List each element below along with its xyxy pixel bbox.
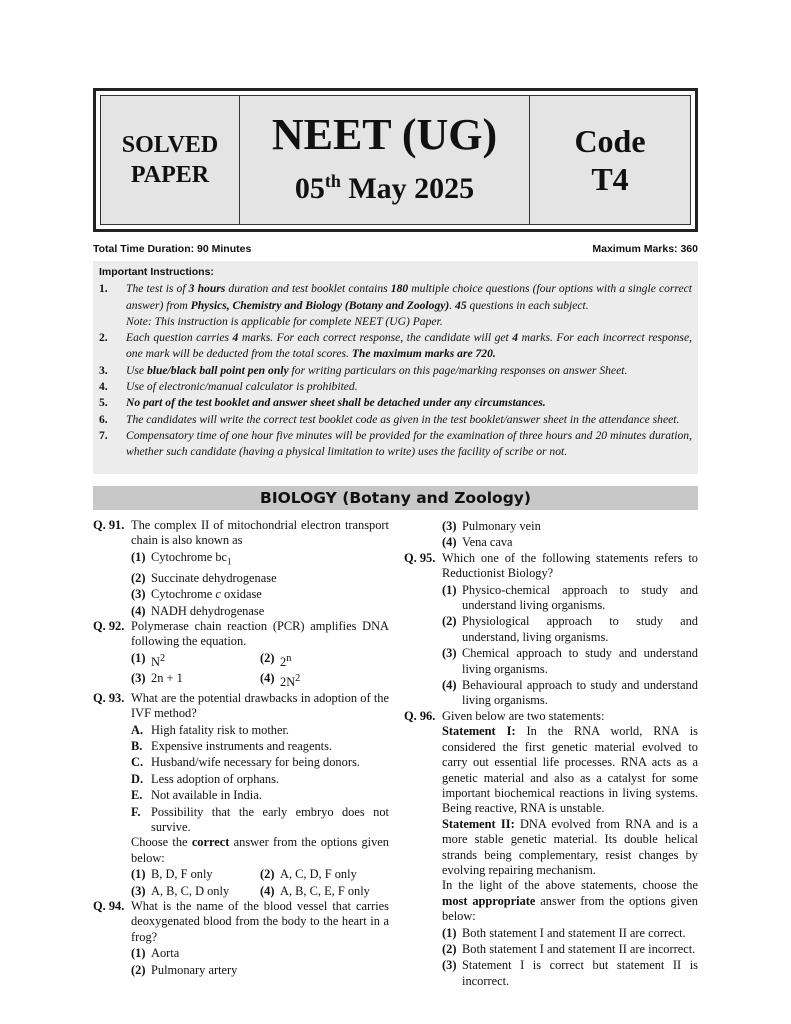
option: (1) Aorta <box>131 946 180 961</box>
option: (2) 2$^n$ <box>260 650 292 669</box>
option: (4) A, B, C, E, F only <box>260 883 370 898</box>
option: (2) A, C, D, F only <box>260 867 357 882</box>
option: (2) Both statement I and statement II are incorrect. <box>442 941 696 956</box>
instruction-item: 1. The test is of 3 hours duration and test booklet contains 180 multiple choice questions (four options with a single correct answer) from Physics, Chemistry and Biology (Botany and Zoology). 45 questions in each subject. <box>99 282 693 312</box>
section-title: BIOLOGY (Botany and Zoology) <box>93 486 698 510</box>
statement-item: E. Not available in India. <box>131 788 262 803</box>
options-grid <box>131 866 389 899</box>
question-92: Q. 92. Polymerase chain reaction (PCR) amplifies DNA following the equation. <box>93 618 389 649</box>
question-95: Q. 95. Which one of the following statements refers to Reductionist Biology? <box>404 550 698 581</box>
instruction-item: 4. Use of electronic/manual calculator is prohibited. <box>99 380 358 394</box>
instruction-item: 5. No part of the test booklet and answer sheet shall be detached under any circumstances. <box>99 396 546 410</box>
option: (3) Pulmonary vein <box>442 519 541 533</box>
code-block <box>530 96 690 224</box>
instruction-item: 7. Compensatory time of one hour five minutes will be provided for the examination of three hours and 20 minutes duration, whether such candidate (having a physical limitation to write) uses the facility of scribe or not. <box>99 428 692 459</box>
option: (1) Physico-chemical approach to study and understand living organisms. <box>442 582 698 613</box>
statement-2: Statement II: DNA evolved from RNA and is a more stable genetic material. Its double helical strands being complementary, resist changes by evolving repairing mechanism. <box>442 816 698 877</box>
option: (3) 2n + 1 <box>131 671 183 686</box>
question-93: Q. 93. What are the potential drawbacks in adoption of the IVF method? <box>93 690 389 721</box>
instructions-box <box>93 261 698 474</box>
option: (4) Vena cava <box>442 535 513 550</box>
statement-item: B. Expensive instruments and reagents. <box>131 739 332 753</box>
instruction-note: Note: This instruction is applicable for complete NEET (UG) Paper. <box>126 314 443 328</box>
statement-1: Statement I: In the RNA world, RNA is considered the first genetic material evolved to carry out essential life processes. RNA acts as a genetic material and also as a catalyst for some important biochemical reactions in living systems. Being reactive, RNA is unstable. <box>442 724 698 816</box>
exam-title-block <box>239 96 530 224</box>
choose-instruction: Choose the correct answer from the options given below: <box>131 835 389 865</box>
statement-item: D. Less adoption of orphans. <box>131 771 280 786</box>
option: (4) Behavioural approach to study and understand living organisms. <box>442 678 698 708</box>
solved-paper-label: SOLVED PAPER <box>101 96 239 224</box>
exam-title: NEET (UG) <box>271 110 498 159</box>
statement-item: C. Husband/wife necessary for being donors. <box>131 755 360 770</box>
paper-header <box>93 88 698 232</box>
choose-instruction: In the light of the above statements, choose the most appropriate answer from the options given below: <box>442 878 698 924</box>
option: (1) Both statement I and statement II are correct. <box>442 925 686 940</box>
option: (1) Cytochrome $bc_1$ <box>131 549 232 567</box>
question-96: Q. 96. Given below are two statements: <box>404 708 605 723</box>
instructions-heading: Important Instructions: <box>99 266 214 278</box>
options-grid <box>131 650 389 691</box>
total-duration: Total Time Duration: 90 Minutes <box>93 243 252 255</box>
instruction-item: 3. Use blue/black ball point pen only for writing particulars on this page/marking responses on answer Sheet. <box>99 363 628 377</box>
option: (3) A, B, C, D only <box>131 883 230 898</box>
question-94: Q. 94. What is the name of the blood vessel that carries deoxygenated blood from the body to the heart in a frog? <box>93 899 389 944</box>
code-label: Code <box>574 123 646 159</box>
left-column <box>93 518 389 978</box>
option: (3) Cytochrome c oxidase <box>131 587 262 602</box>
option: (3) Statement I is correct but statement II is incorrect. <box>442 958 698 988</box>
option: (2) Physiological approach to study and understand, living organisms. <box>442 614 698 644</box>
instruction-item: 2. Each question carries 4 marks. For each correct response, the candidate will get 4 marks. For each incorrect response, one mark will be deducted from the total scores. The maximum marks are 720. <box>99 331 692 361</box>
option: (2) Pulmonary artery <box>131 962 238 977</box>
statement-item: F. Possibility that the early embryo does not survive. <box>131 804 389 835</box>
maximum-marks: Maximum Marks: 360 <box>592 243 698 255</box>
question-91: Q. 91. The complex II of mitochondrial electron transport chain is also known as <box>93 518 389 548</box>
option: (1) $N^2$ <box>131 650 166 669</box>
instruction-item: 6. The candidates will write the correct test booklet code as given in the test booklet/answer sheet in the attendance sheet. <box>99 412 680 426</box>
option: (2) Succinate dehydrogenase <box>131 570 277 585</box>
option: (3) Chemical approach to study and understand living organisms. <box>442 646 698 676</box>
exam-date: 05th May 2025 <box>294 171 475 205</box>
right-column <box>404 518 698 989</box>
code-value: T4 <box>591 161 629 197</box>
option: (1) B, D, F only <box>131 867 213 882</box>
statement-item: A. High fatality risk to mother. <box>131 722 289 737</box>
option: (4) NADH dehydrogenase <box>131 603 265 618</box>
option: (4) $2N^2$ <box>260 671 301 690</box>
